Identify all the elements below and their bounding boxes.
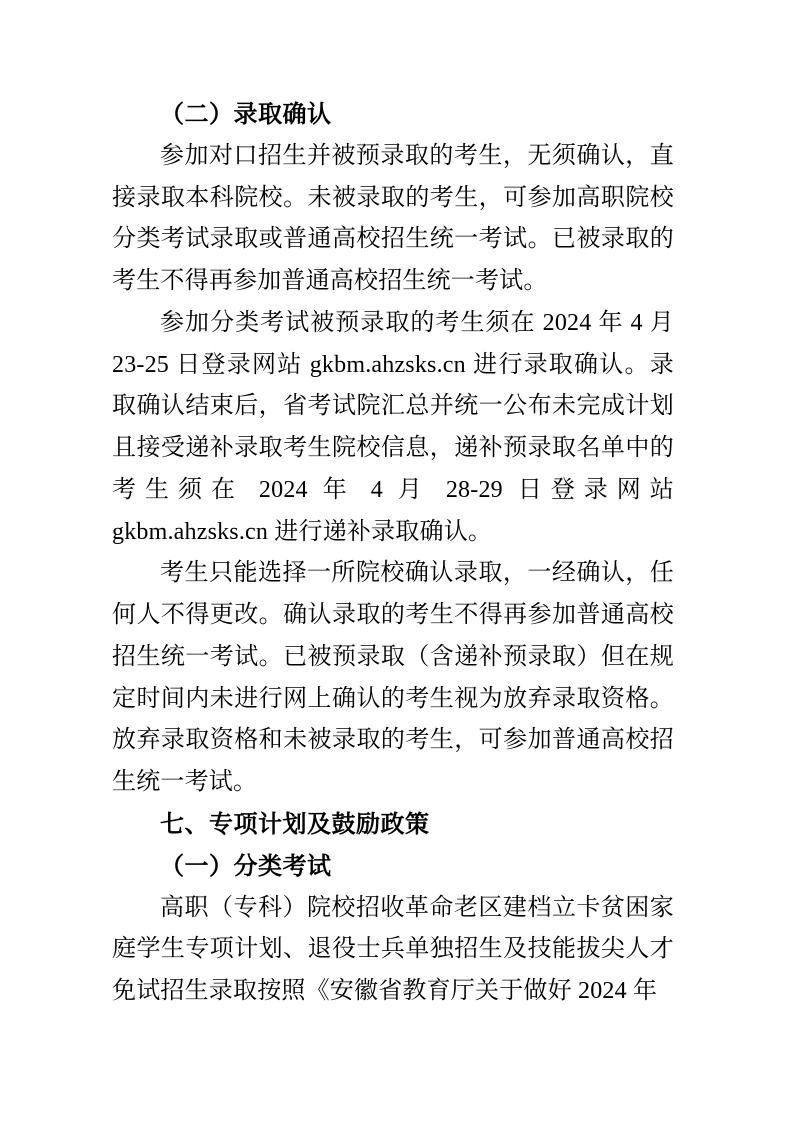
subsection-heading-classified-exam: （一）分类考试 bbox=[160, 852, 332, 880]
body-paragraph-special-plan-enrollment: 高职（专科）院校招收革命老区建档立卡贫困家庭学生专项计划、退役士兵单独招生及技能拔尖人才免试招生录取按照《安徽省教育厅关于做好 2024 年 bbox=[112, 894, 674, 1005]
body-paragraph-confirmation-rules: 考生只能选择一所院校确认录取，一经确认，任何人不得更改。确认录取的考生不得再参加普通高校招生统一考试。已被预录取（含递补预录取）但在规定时间内未进行网上确认的考生视为放弃录取资格。放弃录取资格和未被录取的考生，可参加普通高校招生统一考试。 bbox=[112, 560, 674, 796]
section-heading-admission-confirmation: （二）录取确认 bbox=[160, 101, 332, 128]
chapter-heading-special-plans-policies: 七、专项计划及鼓励政策 bbox=[160, 811, 430, 839]
body-paragraph-confirmation-schedule: 参加分类考试被预录取的考生须在 2024 年 4 月 23-25 日登录网站 gkbm.ahzsks.cn 进行录取确认。录取确认结束后，省考试院汇总并统一公布未完成计划且接受递补录取考生院校信息，递补预录取名单中的考生须在 2024 年 4 月 28-29 日登录网站 gkbm.ahzsks.cn 进行递补录取确认。 bbox=[112, 309, 674, 545]
document-body bbox=[112, 94, 674, 1013]
body-paragraph-direct-admission: 参加对口招生并被预录取的考生，无须确认，直接录取本科院校。未被录取的考生，可参加高职院校分类考试录取或普通高校招生统一考试。已被录取的考生不得再参加普通高校招生统一考试。 bbox=[112, 142, 674, 295]
